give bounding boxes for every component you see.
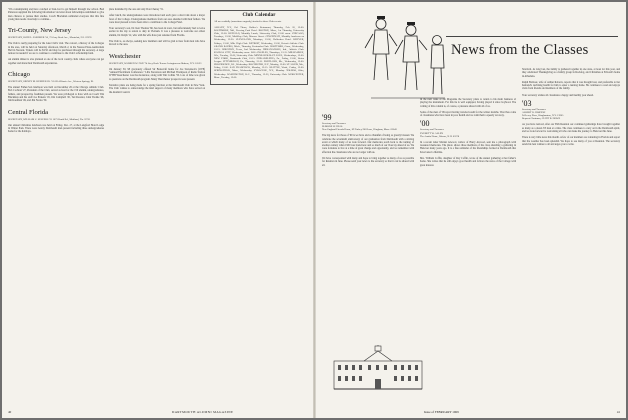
class-year-heading: [322, 114, 414, 122]
club-news-text: Our annual Christmas luncheon was held on Friday, Dec. 27, at the Langford Hotel Lodge in Winter Park. There were twenty Dartmouth men present including three undergraduates home for the holidays.: [8, 123, 104, 134]
left-column-3: [210, 8, 308, 408]
secretary-name: ELMORE W. HEAL: [322, 125, 343, 129]
club-news-text: After lunch, the undergraduates were introduced and each gave a short talk about a major facet of the College. Undergraduate members from our area attended with their fathers. We were most pleased to have been able to contribute to the College Fund.: [109, 14, 205, 24]
class-news-text: The big news for those of '99 is we have and so thankful of being so greatly blessed. We celebrate the seventieth anniversary of our graduation from Dartmouth with a stirring event at which many of us look forward. Our memories reach back to the turning of another century when 1900 was brand new and so much of our lives lay ahead of us. We were fortunate to live at a time of great change and opportunity, and we remember with affection the classmates who are no longer with us.: [322, 134, 414, 154]
club-secretary-info: SECRETARY, SIDNEY M. BURNER JR. '53 6314 Kinzie Ave., Western Springs, Ill.: [8, 80, 94, 84]
secretary-address: New England Friends Home, 89 Turkey Hill Lane, Hingham, Mass. 02043: [322, 128, 397, 132]
class-news-text: There is very little news this month. A few of our members are wintering in Florida and report that the weather has been splendid. We hope to see many of you at Reunion. The secretary sends his best wishes to all and urges you to write.: [522, 136, 620, 146]
left-column-2: [109, 8, 205, 408]
club-calendar-intro: All are cordially (sometimes urgently) invited to these Club events:: [214, 20, 282, 23]
right-page: [316, 2, 626, 418]
running-footer-left: DARTMOUTH ALUMNI MAGAZINE: [172, 410, 234, 414]
club-news-text: The Club is really preparing for the Glee Club's visit. The concert, a history of the Colleges in the area, will be held on Saturday afternoon, March 2, in the Nassau Plaza-Auditorium Hall in Newark. Tickets will be $3.50 and may be purchased through the secretary. A large turnout is needed if we are to continue to contribute to the Club's scholarship fund.: [8, 42, 104, 56]
section-title: News from the Classes: [451, 42, 589, 58]
club-calendar-events: ALBANY, N.Y., Del Thorn, Kahler's Restaurant, Thursday, Feb. 20, 12:00. BALTIMORE, Md., Deering Park Hotel. BOSTON, Mass., 1st Thursday, University Club, 12:00. BUFFALO, Monthly Lunch, University Club, 12:00 noon. CHICAGO, Tuesdays, 12:00, Mid-Day Club, Monroe Street. CINCINNATI, Monthly luncheon on Wednesday, 12:30. CLEVELAND, Mondays, 12:00, Hollenden Hotel. DENVER, Fridays, 12:00, Mile High Club. DETROIT, Wednesday, 12:00, Detroit Athletic Club. GRAND RAPIDS, Mich., Thursday, Peninsular Club. HARTFORD, Conn., Wednesday, 12:15. HOUSTON, Texas, 2nd Wednesday. INDIANAPOLIS, Ind., Athletic Club. KANSAS CITY, Wednesday noon. LOS ANGELES, Thursdays, 12:15. MILWAUKEE, Wis., Tuesday, 12:00, University Club. MINNEAPOLIS-ST. PAUL, Wednesdays, 12:00. NEW YORK, Dartmouth Club, 12:15. PHILADELPHIA, Pa., Friday, 12:00, Union League. PITTSBURGH, Pa., Thursday, 12:15. PORTLAND, Me., Wednesday, 12:00. PROVIDENCE, R.I., Wednesday. ROCHESTER, N.Y., Monday, 12:00. ST. LOUIS, Mo., Friday, 12:00. SAN FRANCISCO, Monday, 12:15. SEATTLE, Wash., Friday, 12:00. SPRINGFIELD, Mass., Wednesday. SYRACUSE, N.Y., Monday. TOLEDO, Ohio, Wednesday. WASHINGTON, D.C., Thursday, 12:30, University Club. WORCESTER, Mass., Tuesday, 12:00.: [214, 26, 304, 79]
club-news-text: The Club is, as always, seeking new members and will be glad to hear from men who have moved to the area.: [109, 40, 205, 47]
secretary-name: ALBERT R. HORTON: [522, 111, 546, 115]
class-news-text: As you have noticed, after our 65th Reunion our continued gatherings have brought together as many as a dozen '03 men at a time. The class continues to carry on in the Dartmouth spirit, and we look forward to welcoming all who can make the journey to Hanover this June.: [522, 123, 620, 134]
dartmouth-hall-illustration: [330, 345, 426, 393]
club-heading-central-florida: Central Florida: [8, 108, 49, 116]
column-intro-text: plate furnished by the one and only Don Cheney '31.: [109, 8, 164, 11]
club-heading-westchester: Westchester: [109, 52, 141, 60]
class-year: '00: [420, 119, 430, 129]
section-title-rule: [446, 36, 618, 37]
right-column-1: [322, 114, 414, 342]
club-heading-chicago: Chicago: [8, 71, 30, 79]
club-heading-tri-county: Tri-County, New Jersey: [8, 27, 71, 35]
page-number-right: 41: [616, 410, 620, 414]
club-secretary-info: SECRETARY, WILLIAM C. SELVERS '25 1073 Druid Rd., Maitland, Fla. 32751: [8, 117, 91, 121]
club-calendar-title: Club Calendar: [242, 13, 276, 18]
club-secretary-info: SECRETARY, WARREN W. FOX '74 Grey Rock Terrace Irvington-on-Hudson, N.Y. 10533: [109, 61, 202, 65]
class-news-text: Stratford. At long last, the family is gathered together in one state, at least for this year, and they celebrated Thanksgiving as a family group in Rockfog, and Christmas at Edward's home in Alhadena.: [522, 68, 620, 78]
right-column-2: [420, 98, 516, 398]
bequest-chairman: Bequest Chairman, CLINT B. HOWE: [522, 117, 561, 121]
club-news-text: The annual Father-Son luncheon was held on December 26 at the Chicago Athletic Club. Bob Cochran '27, President of the Club, served as host for the 150 alumni, undergraduates, fathers, and prospective freshmen present. We were privileged to have with us Coach Tim Blackman and his staff Joe Pickens '45, Jim Campbell '45, Ted Rossiter, John Tisdale '46, Jim Kaufman '49, and Jim Nocka '59.: [8, 86, 104, 103]
secretary-title: Secretary and Treasurer: [420, 128, 444, 132]
class-year-heading: [522, 100, 620, 108]
left-column-1: [8, 8, 104, 408]
secretary-title: Secretary and Treasurer: [522, 108, 546, 112]
running-footer-right: Issue of FEBRUARY 1969: [424, 410, 459, 414]
secretary-address: The Austin Home, Warner, N.H. 03278: [420, 134, 460, 138]
club-news-text: On January 30, 98 graciously offered Sir Bonecraft home for Joe Stevenson's (1978) "Annual Enrollment Conference." Lilla Stevenson and Michael Thompson of Radio Station WTHI Westchester was the moderator, along with Tim Collins '50. Lots of time was given to questions on the Dartmouth program. Many Westchester prospects were present.: [109, 67, 205, 81]
class-news-text: Ralph Barbour, wife of Arthur Roberts, reports that it was thought best, and preferable to her husband's declining health for him to enter a nursing home. He continues to read and enjoys visits from friends and members of the family.: [522, 80, 620, 91]
class-news-text: Mrs. William Coffin, daughter of Ray Coffin, wrote of the annual gathering at her father's home. She writes that he still enjoys good health and follows the news of the College with great interest.: [420, 156, 516, 167]
magazine-spread: [2, 2, 626, 418]
club-news-text: Tentative plans are being made for a spring function at the Dartmouth Club in New York. The Club wishes to acknowledge the kind support of many members who have served on the Alumni Council.: [109, 83, 205, 94]
club-calendar-box: [210, 10, 308, 85]
club-news-text: An alumni dinner is also planned at one of the local country clubs where everyone can get together and share their Dartmouth experiences.: [8, 58, 104, 65]
club-secretary-info: SECRETARY, JOHN L. PARDNER '56, 72 Gray Rock Ave., Montclair, N.J. 07076: [8, 36, 92, 40]
class-news-text: In the next issue of the Magazine the Secretary plans to return to his main business of playing the instrument. For this he is well equipped, having played it since boyhood. The writing of this column is, of course, a pleasure shared with all of us.: [420, 98, 516, 108]
class-news-text: In a recent letter Marian Atwood, widow of Harry Atwood, sent me a photograph with treasured memories. The photo shows three members of the class attending a gathering in Hanover many years ago. It is a fine reminder of the friendships formed at Dartmouth that have lasted a lifetime.: [420, 140, 516, 154]
right-column-3: [522, 68, 620, 398]
column-intro-text: "I'm contemplating and have conched at Stan-ford to get himself through law school. Bud Patterson supplied the following information via letter about fellowships established to give men chances to pursue their studies. Coach Blackman reminded everyone that this fine young man needs class help to continue...: [8, 8, 104, 21]
class-news-text: We have corresponded with many and hope to bring together as many of us as possible for Reunion in June. Please send your news to the secretary so that it can be shared with all.: [322, 157, 414, 167]
club-news-text: Your secretary's son, Dr. Ken Thomas '66, has been in town, but unfortunately had to leave earlier in the day to return to duty in Vietnam. It was a pleasure to welcome our oldest alumni, Dr. Ralph '12, who with his wife have just returned from Florida.: [109, 27, 205, 37]
class-news-text: Your secretary wishes all classmates a happy and healthy year ahead.: [522, 93, 594, 97]
left-page: [2, 2, 314, 418]
class-news-text: Some of the men of '99 report having traveled south for the winter months. Word has come of classmates who have been in poor health and we wish them a speedy recovery.: [420, 110, 516, 118]
secretary-title: Secretary and Treasurer: [322, 122, 346, 125]
class-year-heading: [420, 120, 516, 128]
page-number-left: 40: [8, 410, 12, 414]
class-year: '99: [322, 114, 332, 122]
secretary-name: EVERETT W. ALLEN: [420, 131, 444, 135]
secretary-address: 94 Leroy Place, Binghamton, N.Y. 13905: [522, 114, 564, 118]
alumni-figures-illustration: [361, 10, 453, 110]
class-year: '03: [522, 99, 532, 109]
